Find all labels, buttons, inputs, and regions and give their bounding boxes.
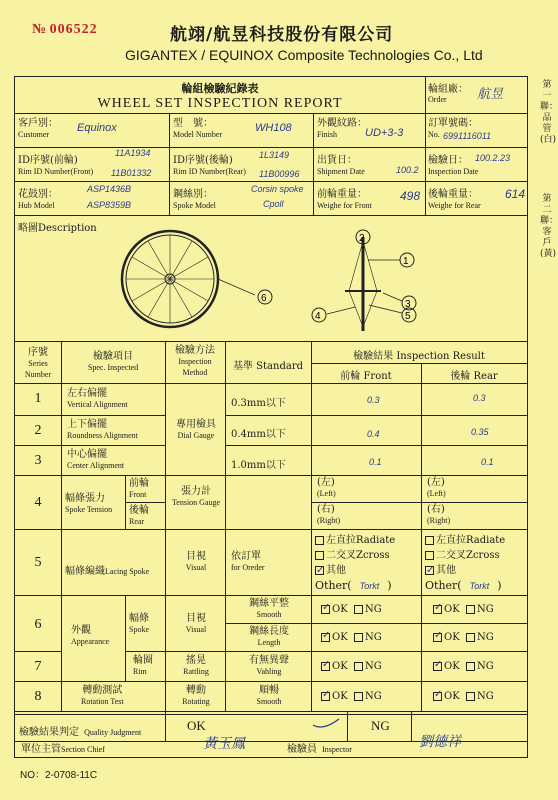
wheel-diagram bbox=[105, 227, 525, 339]
customer-value: Equinox bbox=[77, 122, 117, 134]
report-title-cn: 輪組檢驗紀錄表 bbox=[181, 82, 259, 95]
row-6-length-rear: ✓ OK NG bbox=[433, 632, 494, 643]
col-header-method: 檢驗方法 Inspection Method bbox=[175, 345, 215, 377]
shipment-date-label: 出貨日： Shipment Date bbox=[317, 155, 365, 176]
serial-prefix: № bbox=[32, 22, 47, 37]
col-header-front: 前輪 Front bbox=[340, 371, 392, 382]
side-note-first-copy: 第一聯：品管(白) bbox=[540, 80, 558, 145]
row-3-rear-value: 0.1 bbox=[481, 457, 494, 467]
row-4-front-right: (右) (Right) bbox=[317, 504, 341, 525]
front-weight-label: 前輪重量： Weighe for Front bbox=[317, 189, 372, 210]
other-checkbox-rear[interactable] bbox=[425, 566, 434, 575]
judgment-ok[interactable]: OK bbox=[187, 718, 206, 733]
judgment-ng[interactable]: NG bbox=[371, 718, 390, 733]
col-header-standard: 基準 Standard bbox=[233, 361, 303, 372]
wheel-front-view bbox=[312, 230, 416, 331]
row-5-number: 5 bbox=[34, 555, 42, 570]
row-2-rear-value: 0.35 bbox=[471, 427, 489, 437]
row-1-front-value: 0.3 bbox=[367, 395, 380, 405]
order-number-label: 訂單號碼： No. bbox=[428, 118, 478, 139]
row-7-number: 7 bbox=[34, 659, 42, 674]
other-rear-value: Torkt bbox=[469, 581, 490, 591]
row-4-rear-left: (左) (Left) bbox=[427, 477, 446, 498]
row-5-method: 目視 Visual bbox=[185, 551, 207, 572]
row-7-rim-sub: 輪圈 Rim bbox=[133, 655, 153, 676]
spoke-model-label: 鋼絲別： Spoke Model bbox=[173, 189, 216, 210]
row-4-spec: 幅條張力 Spoke Tension bbox=[65, 493, 113, 514]
order-company-field: 輪組廠： Order bbox=[428, 84, 468, 104]
callout-4: 4 bbox=[315, 311, 321, 322]
row-6-spec: 外觀 Appearance bbox=[71, 625, 110, 646]
inspector-signature: 劉德祥 bbox=[419, 733, 461, 749]
row-3-front-value: 0.1 bbox=[369, 457, 382, 467]
row-1-spec: 左右偏擺 Vertical Alignment bbox=[67, 388, 128, 409]
row-8-number: 8 bbox=[34, 689, 42, 704]
finish-value: UD+3-3 bbox=[365, 127, 404, 139]
model-value: WH108 bbox=[255, 122, 292, 134]
row-6-length-front: ✓OK NG bbox=[321, 632, 382, 643]
inspection-form bbox=[14, 76, 528, 742]
row-8-spec: 轉動測試 Rotation Test bbox=[81, 685, 124, 706]
row-5-spec: 幅條編織Lacing Spoke bbox=[65, 566, 150, 577]
rim-id-front-value-2: 11B01332 bbox=[111, 168, 152, 178]
row-1-number: 1 bbox=[34, 391, 42, 406]
row-6-method: 目視 Visual bbox=[185, 613, 207, 634]
model-field-label: 型 號： Model Number bbox=[173, 118, 223, 139]
cross-checkbox-front[interactable] bbox=[315, 551, 324, 560]
row-6-smooth-rear: ✓ OK NG bbox=[433, 604, 494, 615]
section-chief-signature: 黃玉鳳 bbox=[203, 735, 245, 751]
row-2-spec: 上下偏擺 Roundness Alignment bbox=[67, 419, 138, 440]
radiate-checkbox-rear[interactable] bbox=[425, 536, 434, 545]
row-5-standard: 依訂單 for Oreder bbox=[231, 551, 265, 572]
order-company-value: 航昱 bbox=[477, 86, 504, 101]
hub-model-label: 花鼓別： Hub Model bbox=[18, 189, 58, 210]
radiate-checkbox-front[interactable] bbox=[315, 536, 324, 545]
col-header-spec: 檢驗項目 Spec. Inspected bbox=[87, 351, 139, 372]
col-header-series: 序號 Series Number bbox=[24, 347, 52, 379]
rim-id-front-value-1: 11A1934 bbox=[115, 148, 151, 158]
serial-number: 006522 bbox=[49, 22, 98, 37]
col-header-rear: 後輪 Rear bbox=[450, 371, 498, 382]
form-header bbox=[0, 0, 556, 70]
col-header-result: 檢驗結果 Inspection Result bbox=[353, 351, 485, 362]
row-4-front-left: (左) (Left) bbox=[317, 477, 336, 498]
side-note-second-copy: 第二聯：客戶(黃) bbox=[540, 194, 558, 259]
row-7-front: ✓ OK NG bbox=[321, 661, 382, 672]
section-chief-label: 單位主管Section Chief bbox=[21, 744, 105, 755]
inspector-label: 檢驗員 Inspector bbox=[287, 744, 352, 755]
row-6-smooth: 鋼絲平整 Smooth bbox=[249, 598, 289, 619]
inspection-date-label: 檢驗日： Inspection Date bbox=[428, 155, 479, 176]
row-7-method: 搖晃 Rattling bbox=[183, 655, 209, 676]
rim-id-rear-value-1: 1L3149 bbox=[259, 150, 290, 160]
callout-3: 3 bbox=[405, 299, 411, 310]
row-6-length: 鋼絲長度 Length bbox=[249, 626, 289, 647]
wheel-side-view bbox=[122, 231, 272, 327]
row-3-standard: 1.0mm以下 bbox=[231, 460, 286, 471]
rear-weight-value: 614 bbox=[505, 187, 526, 201]
company-name-en: GIGANTEX / EQUINOX Composite Technologies Co., Ltd bbox=[125, 47, 483, 63]
row-1-2-method: 專用檢具 Dial Gauge bbox=[176, 419, 216, 440]
callout-2: 2 bbox=[359, 233, 365, 244]
spoke-model-value-2: Cpoll bbox=[263, 199, 284, 209]
row-7-vahling: 有無異聲 Vahling bbox=[249, 655, 289, 676]
row-1-rear-value: 0.3 bbox=[473, 393, 486, 403]
row-5-front-options: 左直拉Radiate 二交叉Zcross ✓其他 Other( Torkt ) bbox=[315, 533, 395, 594]
report-title-en: WHEEL SET INSPECTION REPORT bbox=[97, 96, 343, 111]
callout-5: 5 bbox=[405, 311, 411, 322]
row-2-front-value: 0.4 bbox=[367, 429, 380, 439]
other-checkbox-front[interactable] bbox=[315, 566, 324, 575]
quality-judgment-label: 檢驗結果判定 Quality Judgment bbox=[19, 727, 142, 738]
front-weight-value: 498 bbox=[400, 189, 421, 203]
spoke-model-value-1: Corsin spoke bbox=[251, 184, 304, 194]
callout-6: 6 bbox=[261, 293, 267, 304]
row-8-front: ✓ OK NG bbox=[321, 691, 382, 702]
row-4-front-sub: 前輪 Front bbox=[129, 478, 149, 499]
row-8-rear: ✓ OK NG bbox=[433, 691, 494, 702]
serial-number-block bbox=[32, 22, 98, 38]
row-2-number: 2 bbox=[34, 423, 42, 438]
report-title bbox=[15, 77, 425, 113]
cross-checkbox-rear[interactable] bbox=[425, 551, 434, 560]
rim-id-rear-label: ID序號(後輪) Rim ID Number(Rear) bbox=[173, 155, 246, 176]
inspection-date-value: 100.2.23 bbox=[475, 153, 511, 163]
hub-model-value-1: ASP1436B bbox=[87, 184, 132, 194]
signature-block bbox=[14, 714, 528, 758]
row-8-standard: 順暢 Smooth bbox=[256, 685, 282, 706]
row-6-spoke-sub: 幅條 Spoke bbox=[129, 613, 149, 634]
other-front-value: Torkt bbox=[359, 581, 380, 591]
rim-id-rear-value-2: 11B00996 bbox=[259, 169, 300, 179]
row-7-rear: ✓ OK NG bbox=[433, 661, 494, 672]
company-name-cn: 航翊/航昱科技股份有限公司 bbox=[170, 25, 394, 45]
row-5-rear-options: 左直拉Radiate 二交叉Zcross ✓其他 Other( Torkt ) bbox=[425, 533, 505, 594]
row-4-method: 張力計 Tension Gauge bbox=[171, 486, 221, 507]
row-1-standard: 0.3mm以下 bbox=[231, 398, 286, 409]
form-number: NO：2-0708-11C bbox=[20, 770, 98, 781]
row-3-spec: 中心偏擺 Center Alignment bbox=[67, 449, 125, 470]
shipment-date-value: 100.2 bbox=[396, 165, 419, 175]
row-4-number: 4 bbox=[34, 495, 42, 510]
rim-id-front-label: ID序號(前輪) Rim ID Number(Front) bbox=[18, 155, 94, 176]
callout-1: 1 bbox=[403, 256, 409, 267]
order-number-value: 6991116011 bbox=[443, 131, 492, 141]
row-2-standard: 0.4mm以下 bbox=[231, 429, 286, 440]
customer-field-label: 客戶別： Customer bbox=[18, 118, 58, 139]
description-label: 略圖Description bbox=[18, 223, 97, 234]
row-3-number: 3 bbox=[34, 453, 42, 468]
finish-field-label: 外觀紋路： Finish bbox=[317, 118, 367, 139]
row-8-method: 轉動 Rotating bbox=[182, 685, 210, 706]
hub-model-value-2: ASP8359B bbox=[87, 200, 132, 210]
row-6-smooth-front: ✓OK NG bbox=[321, 604, 382, 615]
row-4-rear-right: (右) (Right) bbox=[427, 504, 451, 525]
row-6-number: 6 bbox=[34, 617, 42, 632]
rear-weight-label: 後輪重量： Weighe for Rear bbox=[428, 189, 481, 210]
row-4-rear-sub: 後輪 Rear bbox=[129, 505, 149, 526]
